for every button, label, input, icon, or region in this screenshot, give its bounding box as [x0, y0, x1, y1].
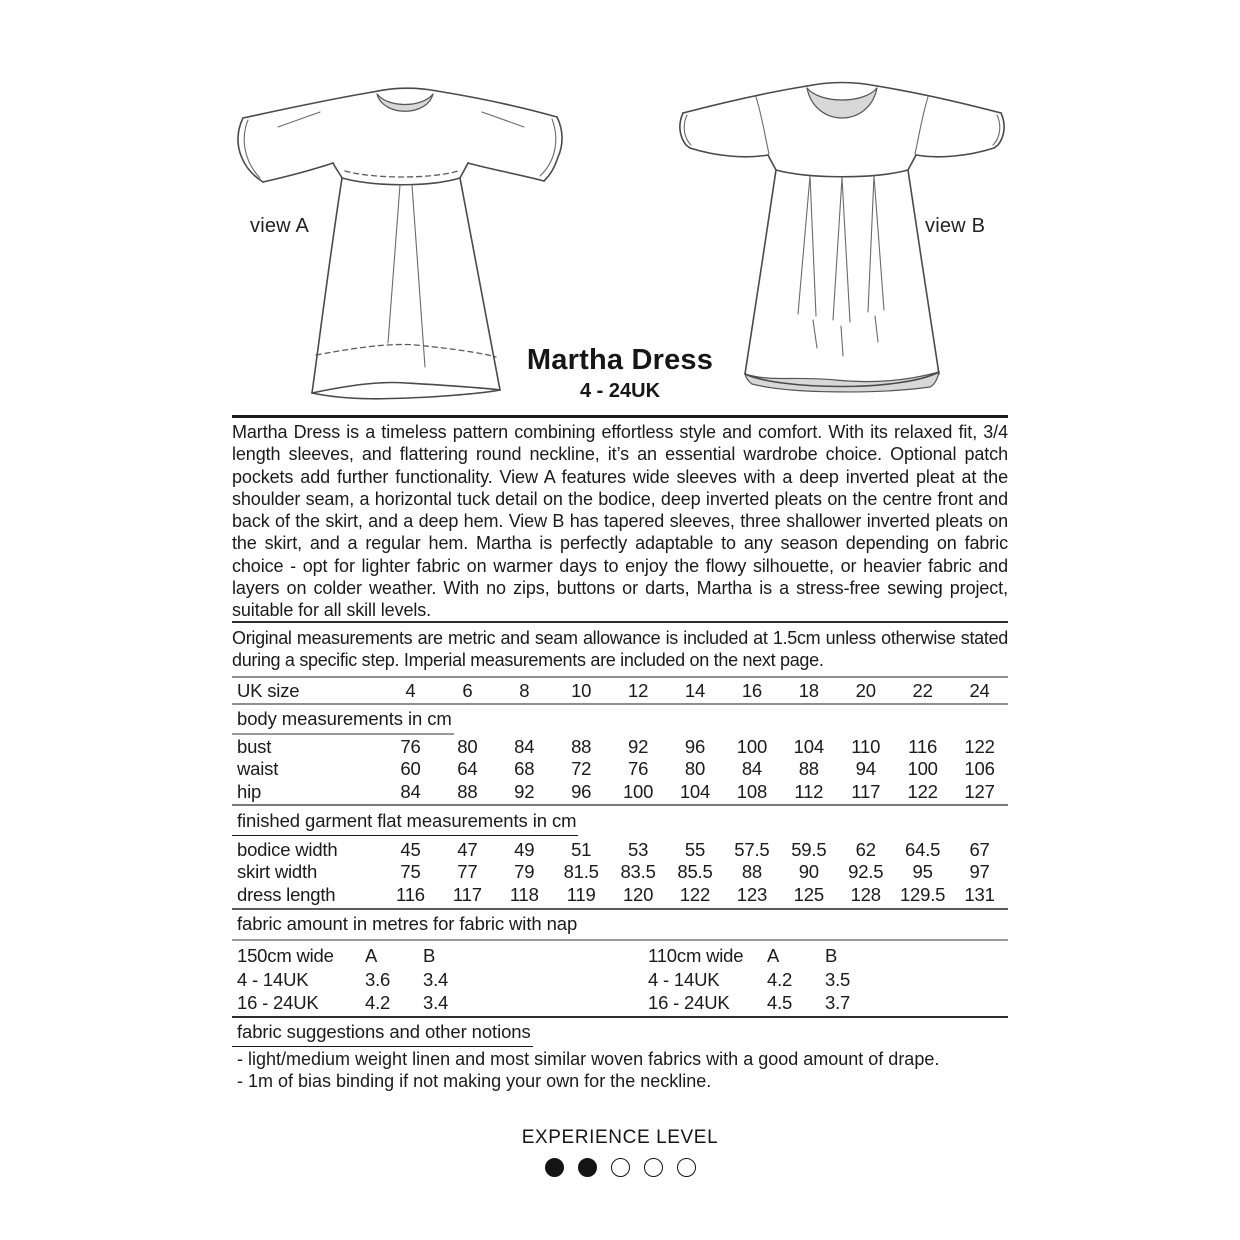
finished-garment-table [232, 839, 1008, 906]
view-a-neckline-shading [377, 94, 433, 111]
notions-list [237, 1048, 1013, 1093]
cell: 104 [793, 736, 824, 757]
fabric-width-label: 150cm wide [237, 945, 334, 966]
cell: 122 [679, 883, 711, 905]
cell: 45 [400, 839, 421, 860]
cell: 92 [514, 780, 535, 802]
cell: 3.7 [825, 992, 851, 1013]
size-col: 14 [684, 680, 706, 701]
row-label: hip [237, 780, 262, 802]
row-label: dress length [237, 883, 336, 905]
cell: 97 [969, 861, 990, 883]
cell: 129.5 [899, 883, 946, 905]
cell: 85.5 [677, 861, 713, 883]
cell: 51 [571, 839, 592, 860]
size-header-label: UK size [237, 680, 300, 701]
cell: 96 [571, 780, 592, 802]
table-row [232, 839, 1008, 861]
view-b-label: view B [925, 215, 986, 237]
cell: 55 [684, 839, 706, 860]
divider [232, 621, 1008, 623]
experience-dots [232, 1158, 1008, 1177]
cell: 123 [736, 883, 768, 905]
title-block [232, 344, 1008, 403]
size-col: 22 [912, 680, 933, 701]
cell: 117 [452, 883, 482, 905]
experience-level-block [232, 1127, 1008, 1177]
divider [232, 1016, 1008, 1018]
body-measurements-table [232, 736, 1008, 803]
cell: 68 [514, 758, 535, 780]
cell: 4.2 [767, 968, 793, 990]
cell: 120 [622, 883, 654, 905]
cell: 95 [912, 861, 933, 883]
row-label: waist [237, 758, 279, 780]
col-a-header: A [365, 945, 378, 966]
cell: 83.5 [620, 861, 656, 883]
view-b-neckline-shading [807, 88, 877, 118]
cell: 59.5 [791, 839, 827, 860]
cell: 3.5 [825, 968, 851, 990]
size-col: 8 [519, 680, 530, 701]
cell: 84 [514, 736, 535, 757]
experience-dot [578, 1158, 597, 1177]
size-col: 24 [969, 680, 990, 701]
row-label: 16 - 24UK [237, 992, 319, 1013]
size-col: 18 [798, 680, 819, 701]
cell: 88 [798, 758, 819, 780]
cell: 4.2 [365, 992, 391, 1013]
row-label: 4 - 14UK [237, 968, 309, 990]
cell: 116 [908, 736, 938, 757]
cell: 49 [514, 839, 535, 860]
divider [232, 703, 1008, 705]
cell: 80 [684, 758, 706, 780]
cell: 108 [736, 780, 768, 802]
cell: 100 [622, 780, 654, 802]
experience-dot [677, 1158, 696, 1177]
cell: 100 [907, 758, 938, 780]
cell: 80 [457, 736, 478, 757]
measurement-note: Original measurements are metric and seam allowance is included at 1.5cm unless otherwise stated during a specific step. Imperial measurements are included on the next page. [232, 628, 1008, 671]
cell: 88 [571, 736, 592, 757]
cell: 125 [793, 883, 824, 905]
cell: 47 [457, 839, 478, 860]
cell: 84 [741, 758, 762, 780]
row-label: 4 - 14UK [648, 968, 720, 990]
cell: 118 [509, 883, 539, 905]
page-title: Martha Dress [526, 344, 714, 376]
size-col: 12 [627, 680, 649, 701]
col-a-header: A [767, 945, 780, 966]
cell: 79 [514, 861, 535, 883]
cell: 64 [457, 758, 478, 780]
row-label: bodice width [237, 839, 338, 860]
fabric-suggestions-header: fabric suggestions and other notions [232, 1021, 533, 1047]
view-a-label: view A [250, 215, 310, 237]
cell: 90 [798, 861, 819, 883]
size-col: 20 [855, 680, 876, 701]
cell: 116 [396, 883, 425, 905]
table-row [232, 884, 1008, 906]
notion-item: - light/medium weight linen and most similar woven fabrics with a good amount of drape. [237, 1049, 940, 1069]
experience-dot [545, 1158, 564, 1177]
pattern-description: Martha Dress is a timeless pattern combining effortless style and comfort. With its relaxed fit, 3/4 length sleeves, and flattering round neckline, it’s an essential wardrobe choice. Optional patch pockets add further functionality. View A features wide sleeves with a deep inverted pleat at the shoulder seam, a horizontal tuck detail on the bodice, deep inverted pleats on the centre front and back of the skirt, and a deep hem. View B has tapered sleeves, three shallower inverted pleats on the skirt, and a regular hem. Martha is perfectly adaptable to any season depending on fabric choice - opt for lighter fabric on warmer days to enjoy the flowy silhouette, or heavier fabric and layers on colder weather. With no zips, buttons or darts, Martha is a stress-free sewing project, suitable for all skill levels. [232, 422, 1008, 621]
divider [232, 939, 1008, 941]
notion-item: - 1m of bias binding if not making your own for the neckline. [237, 1071, 712, 1092]
row-label: 16 - 24UK [648, 992, 730, 1013]
cell: 3.4 [423, 992, 449, 1013]
cell: 3.4 [423, 968, 449, 990]
cell: 4.5 [767, 992, 793, 1013]
table-row [232, 758, 1008, 780]
fabric-width-label: 110cm wide [648, 945, 744, 966]
divider [232, 804, 1008, 806]
fabric-amount-header: fabric amount in metres for fabric with nap [237, 913, 578, 934]
cell: 117 [851, 780, 881, 802]
size-header-row [232, 679, 1008, 703]
cell: 88 [741, 861, 762, 883]
size-col: 6 [462, 680, 473, 701]
cell: 94 [855, 758, 876, 780]
cell: 119 [566, 883, 596, 905]
cell: 122 [907, 780, 938, 802]
cell: 76 [627, 758, 649, 780]
cell: 75 [400, 861, 421, 883]
size-col: 4 [405, 680, 416, 701]
cell: 106 [964, 758, 995, 780]
divider [232, 676, 1008, 678]
cell: 92.5 [848, 861, 884, 883]
table-row [232, 736, 1008, 758]
cell: 72 [571, 758, 592, 780]
cell: 53 [627, 839, 649, 860]
cell: 67 [969, 839, 990, 860]
size-col: 16 [741, 680, 762, 701]
finished-garment-header: finished garment flat measurements in cm [232, 810, 578, 836]
row-label: skirt width [237, 861, 318, 883]
experience-dot [644, 1158, 663, 1177]
cell: 77 [457, 861, 478, 883]
table-row [232, 781, 1008, 803]
row-label: bust [237, 736, 272, 757]
size-range: 4 - 24UK [579, 380, 661, 402]
fabric-table-110cm [648, 944, 883, 1015]
experience-dot [611, 1158, 630, 1177]
cell: 128 [850, 883, 881, 905]
cell: 127 [964, 780, 995, 802]
cell: 100 [736, 736, 768, 757]
divider [232, 908, 1008, 910]
cell: 84 [400, 780, 421, 802]
cell: 76 [400, 736, 421, 757]
experience-level-label: EXPERIENCE LEVEL [521, 1127, 719, 1148]
cell: 62 [855, 839, 876, 860]
cell: 57.5 [734, 839, 770, 860]
cell: 122 [964, 736, 995, 757]
col-b-header: B [825, 945, 838, 966]
fabric-table-150cm [237, 944, 481, 1015]
cell: 112 [794, 780, 824, 802]
body-measurements-header: body measurements in cm [232, 708, 454, 735]
cell: 131 [964, 883, 995, 905]
cell: 64.5 [905, 839, 941, 860]
cell: 96 [684, 736, 706, 757]
size-col: 10 [571, 680, 592, 701]
divider [232, 415, 1008, 418]
col-b-header: B [423, 945, 436, 966]
cell: 3.6 [365, 968, 391, 990]
table-row [232, 861, 1008, 883]
cell: 110 [851, 736, 881, 757]
cell: 81.5 [563, 861, 599, 883]
cell: 104 [679, 780, 711, 802]
cell: 92 [627, 736, 649, 757]
cell: 60 [400, 758, 421, 780]
cell: 88 [457, 780, 478, 802]
